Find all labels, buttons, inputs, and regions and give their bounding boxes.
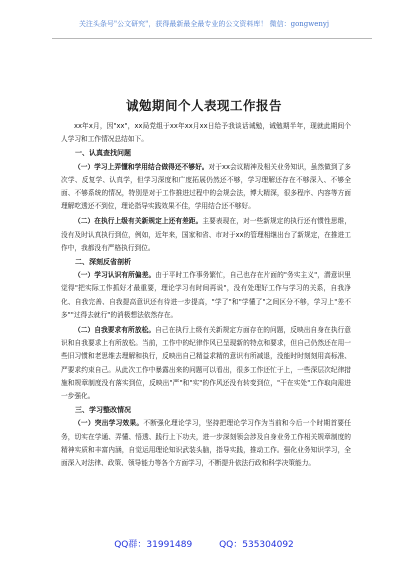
document-title: 诚勉期间个人表现工作报告	[125, 98, 282, 113]
item-lead: （一）学习认识有所偏差。	[74, 271, 156, 280]
section-heading-1: 一、认真查找问题	[75, 149, 131, 158]
intro-paragraph: xx年x月，因"xx"，xx局党组于xx年xx月xx日给予我谈话诫勉，诫勉期半年，现就此期间个人学习和工作情况总结如下。	[61, 122, 351, 144]
item-lead: （二）在执行上级有关新规定上还有差距。	[74, 217, 203, 226]
section1-item2	[61, 215, 351, 255]
top-banner: 关注头条号"公文研究"，获得最新最全最专业的公文资料库！ 微信：gongwenyj	[78, 20, 330, 28]
footer-qq: QQ：535304092	[219, 540, 294, 550]
section-heading-3: 三、学习整改情况	[75, 406, 131, 415]
document-body	[61, 120, 351, 470]
item-text: 对于xx会议精神及相关业务知识，虽然做到了多次学、反复学、认真学，但学习深度和广度拓展仍然还不够，学习理解还存在不够深入、不够全面、不够系统的情况，特别是对于工作推进过程中的会规会法，博大精深，很多程序、内容等方面理解吃透还不到位，理论指导实践效果不佳，学用结合还不够好。	[61, 162, 351, 211]
section2-item2	[61, 324, 351, 403]
section-heading-2: 二、深刻反省剖析	[75, 258, 131, 267]
item-text: 由于平时工作事务繁忙，自己也存在片面的"务实主义"，潜意识里觉得"把实际工作抓好才最重要，理论学习有时间再说"，没有处理好工作与学习的关系，自我净化、自我完善、自我提高意识还有待进一步提高，"学了"和"学懂了"之间区分不够，学习上"差不多""过得去就行"的消极想法依然存在。	[61, 271, 351, 319]
section3-item1	[61, 417, 351, 470]
section2-item1	[61, 269, 351, 322]
item-lead: （一）突出学习效果。	[74, 419, 144, 428]
item-lead: （一）学习上弄懂和学用结合做得还不够好。	[74, 162, 209, 171]
item-text: 不断强化理论学习，坚持把理论学习作为当前和今后一个时期首要任务，切实在学通、弄懂、悟透、践行上下功夫，进一步深刻领会涉及自身业务工作相关规章制度的精神实质和丰富内涵，自觉运用理论知识武装头脑，指导实践，推动工作。强化业务知识学习，全面深入对法律、政策、领导能力等各个方面学习，不断提升依法行政和科学决策能力。	[61, 419, 351, 468]
item-text: 主要表现在，对一些新规定的执行还有惯性思维，没有及时认真执行到位，例如，近年来，国家和省、市对于xx的管理相继出台了新规定，在推进工作中，我都没有严格执行到位。	[61, 217, 352, 252]
footer-contact	[0, 537, 408, 550]
footer-qq-group: QQ群：31991489	[114, 540, 193, 550]
section1-item1	[61, 161, 351, 214]
header-divider	[52, 38, 372, 39]
item-text: 自己在执行上级有关新规定方面存在的问题，反映出自身在执行意识和自我要求上有所放松。当前，工作中的纪律作风已呈现新的特点和要求，但自己仍然还在用一些旧习惯和老思维去理解和执行，反映出自己精益求精的意识有所减退，没能时时刻刻用高标准、严要求约束自己。从此次工作中暴露出来的问题可以看出，很多工作还忙于上，一些深层次纪律措施和规章制度没有落实到位，反映出"严"和"实"的作风还没有转变到位，"干在实处"工作取向需进一步强化。	[61, 326, 351, 401]
item-lead: （二）自我要求有所放松。	[74, 326, 156, 335]
